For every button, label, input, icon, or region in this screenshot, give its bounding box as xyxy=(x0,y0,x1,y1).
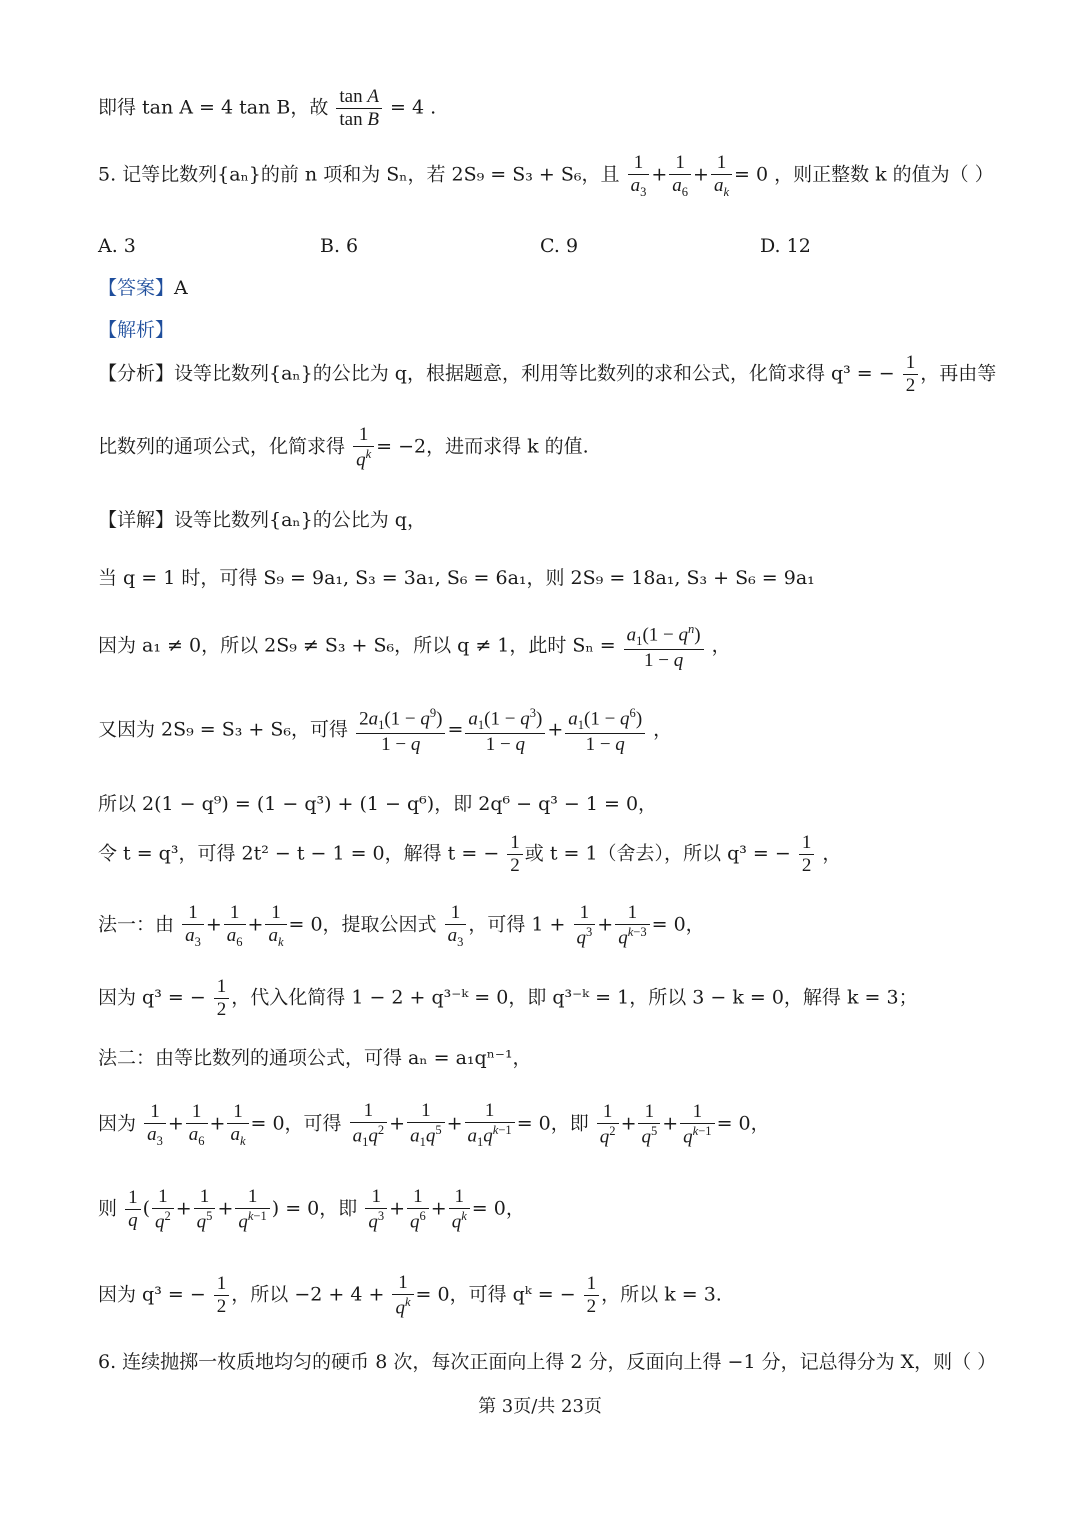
option-c: C. 9 xyxy=(540,235,579,257)
fenxi-tag: 【分析】 xyxy=(98,362,175,385)
step-9: 因为 $\frac{1}{a_3}$ + $\frac{1}{a_6}$ + $\frac{1}{a_k}$ = 0，可得 $\frac{1}{a_1q^2}$ + $\frac{1}{a_1q^5}$ + $\frac{1}{a_1q^{k-1}}$ = 0，即 $\frac{1}{q^2}$ + $\frac{1}{q^5}$ + $\frac{1}{q^{k-1}}$ = 0， xyxy=(98,1100,770,1149)
fenxi-line-1: 【分析】设等比数列{aₙ}的公比为 q，根据题意，利用等比数列的求和公式，化简求得 q³ = − $\frac{1}{2}$ ，再由等 xyxy=(98,352,997,396)
step-2: 因为 a₁ ≠ 0，所以 2S₉ ≠ S₃ + S₆，所以 q ≠ 1，此时 Sₙ = $\frac{a_1(1 - q^n)}{1 - q}$ ， xyxy=(98,622,731,671)
fraction-tanA-tanB: $\frac{\text{tan A}}{\text{tan B}}$ xyxy=(336,86,382,131)
line-tan-ratio: 即得 tan A = 4 tan B，故 $\frac{\text{tan A}}{\text{tan B}}$ = 4 . xyxy=(98,86,437,130)
step-1: 当 q = 1 时，可得 S₉ = 9a₁, S₃ = 3a₁, S₆ = 6a₁，则 2S₉ = 18a₁, S₃ + S₆ = 9a₁ xyxy=(98,567,815,589)
analysis-tag: 【解析】 xyxy=(98,319,175,341)
option-d: D. 12 xyxy=(760,235,811,257)
step-7: 因为 q³ = − $\frac{1}{2}$ ，代入化简得 1 − 2 + q³⁻ᵏ = 0，即 q³⁻ᵏ = 1，所以 3 − k = 0，解得 k = 3； xyxy=(98,976,918,1020)
question-5: 5. 记等比数列{aₙ}的前 n 项和为 Sₙ，若 2S₉ = S₃ + S₆，且 $\frac{1}{a_3}$ + $\frac{1}{a_6}$ + $\frac{1}{a_k}$ = 0 ，则正整数 k 的值为（ ） xyxy=(98,152,994,199)
answer-line xyxy=(98,276,1000,301)
step-5: 令 t = q³，可得 2t² − t − 1 = 0，解得 t = − $\frac{1}{2}$ 或 t = 1（舍去），所以 q³ = − $\frac{1}{2}$ ， xyxy=(98,832,842,876)
answer-tag: 【答案】 xyxy=(98,277,175,299)
page-footer: 第 3页/共 23页 xyxy=(478,1396,602,1417)
xiangjie-tag: 【详解】 xyxy=(98,509,175,531)
xiangjie-line: 【详解】设等比数列{aₙ}的公比为 q， xyxy=(98,509,426,531)
option-b: B. 6 xyxy=(320,235,359,257)
answer-value: A xyxy=(174,277,188,299)
step-3: 又因为 2S₉ = S₃ + S₆，可得 $\frac{2a_1(1 - q^9)}{1 - q}$ = $\frac{a_1(1 - q^3)}{1 - q}$ + $\frac{a_1(1 - q^6)}{1 - q}$ ， xyxy=(98,706,673,755)
option-a: A. 3 xyxy=(98,235,136,257)
step-6: 法一：由 $\frac{1}{a_3}$ + $\frac{1}{a_6}$ + $\frac{1}{a_k}$ = 0，提取公因式 $\frac{1}{a_3}$ ，可得 1 + $\frac{1}{q^3}$ + $\frac{1}{q^{k-3}}$ = 0， xyxy=(98,902,705,949)
question-6: 6. 连续抛掷一枚质地均匀的硬币 8 次，每次正面向上得 2 分，反面向上得 −1 分，记总得分为 X，则（ ） xyxy=(98,1351,997,1373)
step-11: 因为 q³ = − $\frac{1}{2}$ ，所以 −2 + 4 + $\frac{1}{q^k}$ = 0，可得 qᵏ = − $\frac{1}{2}$ ，所以 k = 3. xyxy=(98,1272,722,1319)
fenxi-line-2: 比数列的通项公式，化简求得 $\frac{1}{q^k}$ = −2，进而求得 k 的值. xyxy=(98,424,589,471)
step-4: 所以 2(1 − q⁹) = (1 − q³) + (1 − q⁶)，即 2q⁶ − q³ − 1 = 0， xyxy=(98,793,658,815)
step-8: 法二：由等比数列的通项公式，可得 aₙ = a₁qⁿ⁻¹， xyxy=(98,1047,532,1069)
analysis-line xyxy=(98,318,1000,343)
step-10: 则 $\frac{1}{q}$ ( $\frac{1}{q^2}$ + $\frac{1}{q^5}$ + $\frac{1}{q^{k-1}}$ ) = 0，即 $\frac{1}{q^3}$ + $\frac{1}{q^6}$ + $\frac{1}{q^k}$ = 0， xyxy=(98,1186,525,1233)
